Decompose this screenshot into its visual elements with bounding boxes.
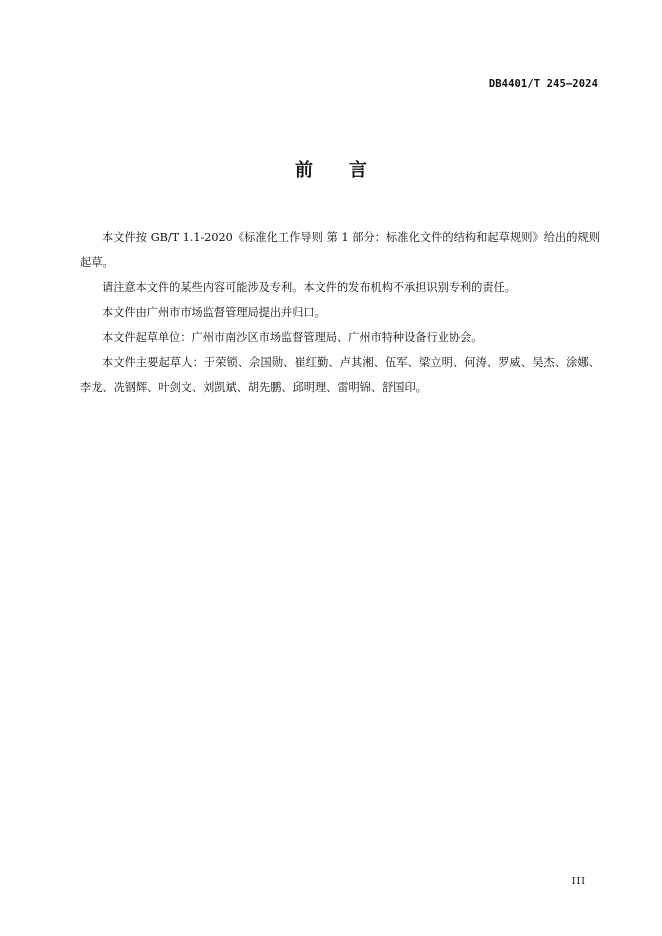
page-number: III — [571, 876, 586, 887]
paragraph-main-drafters: 本文件主要起草人：于荣锁、佘国勋、崔红勤、卢其湘、伍军、梁立明、何涛、罗威、吴杰、涂娜、李龙、冼钢辉、叶剑文、刘凯斌、胡先鹏、邱明理、雷明锦、舒国印。 — [80, 356, 600, 394]
paragraph-drafting-units: 本文件起草单位：广州市南沙区市场监督管理局、广州市特种设备行业协会。 — [102, 331, 483, 344]
preface-body — [80, 225, 600, 400]
paragraph-proposer: 本文件由广州市市场监督管理局提出并归口。 — [102, 306, 326, 319]
page-title: 前言 — [295, 160, 403, 181]
document-code: DB4401/T 245—2024 — [488, 78, 598, 90]
paragraph-patent-notice: 请注意本文件的某些内容可能涉及专利。本文件的发布机构不承担识别专利的责任。 — [102, 281, 516, 294]
paragraph-drafting-rules: 本文件按 GB/T 1.1-2020《标准化工作导则 第 1 部分：标准化文件的结构和起草规则》给出的规则起草。 — [80, 231, 600, 269]
